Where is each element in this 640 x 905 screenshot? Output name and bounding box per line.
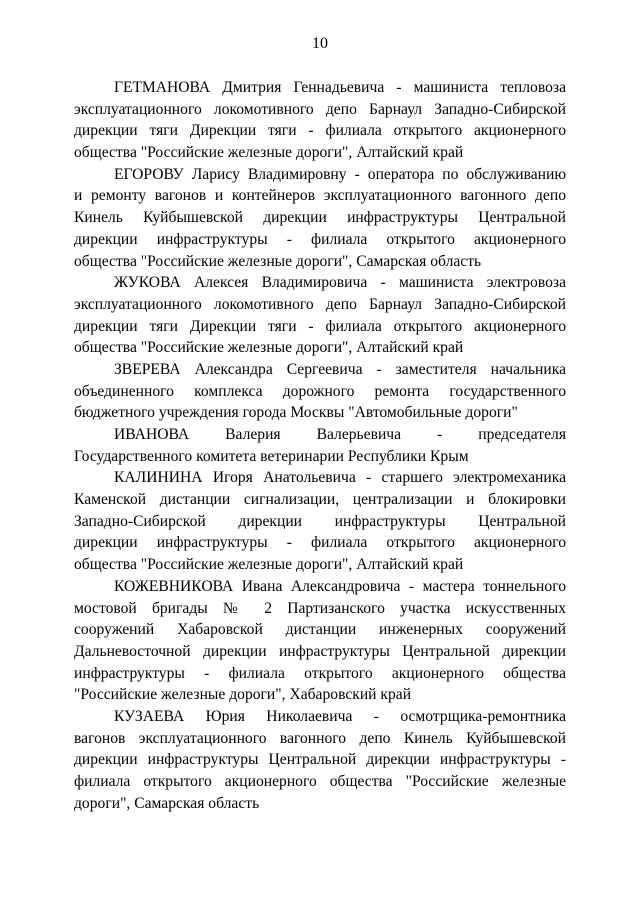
text-line: и ремонту вагонов и контейнеров эксплуатационного вагонного депо <box>74 187 566 205</box>
text-line: дирекции инфраструктуры - филиала открытого акционерного <box>74 230 566 248</box>
text-line: КУЗАЕВА Юрия Николаевича - осмотрщика-ремонтника <box>114 707 566 725</box>
award-paragraph <box>74 77 566 164</box>
text-line: КАЛИНИНА Игоря Анатольевича - старшего электромеханика <box>114 469 566 487</box>
text-line: ЖУКОВА Алексея Владимировича - машиниста электровоза <box>114 274 566 292</box>
text-line: инфраструктуры - филиала открытого акционерного общества <box>74 664 566 682</box>
text-line: Каменской дистанции сигнализации, централизации и блокировки <box>74 491 566 509</box>
award-paragraph <box>74 706 566 814</box>
text-line: эксплуатационного локомотивного депо Барнаул Западно-Сибирской <box>74 100 566 118</box>
text-line: ЕГОРОВУ Ларису Владимировну - оператора по обслуживанию <box>114 165 566 183</box>
text-line: дороги", Самарская область <box>74 794 260 812</box>
text-line: дирекции тяги Дирекции тяги - филиала открытого акционерного <box>74 317 566 335</box>
text-line: эксплуатационного локомотивного депо Барнаул Западно-Сибирской <box>74 295 566 313</box>
text-line: дирекции инфраструктуры Центральной дирекции инфраструктуры - <box>74 751 566 769</box>
text-line: общества "Российские железные дороги", Алтайский край <box>74 339 464 357</box>
text-line: объединенного комплекса дорожного ремонта государственного <box>74 382 566 400</box>
text-line: общества "Российские железные дороги", Алтайский край <box>74 556 464 574</box>
award-paragraph <box>74 272 566 359</box>
text-line: общества "Российские железные дороги", Самарская область <box>74 252 482 270</box>
text-line: филиала открытого акционерного общества "Российские железные <box>74 773 566 790</box>
text-line: бюджетного учреждения города Москвы "Автомобильные дороги" <box>74 404 518 422</box>
text-line: сооружений Хабаровской дистанции инженерных сооружений <box>74 621 566 639</box>
text-line: общества "Российские железные дороги", Алтайский край <box>74 144 464 162</box>
text-line: дирекции инфраструктуры - филиала открытого акционерного <box>74 534 566 552</box>
award-paragraph <box>74 164 566 272</box>
document-body <box>74 77 566 814</box>
award-paragraph <box>74 424 566 467</box>
text-line: Западно-Сибирской дирекции инфраструктуры Центральной <box>74 512 566 530</box>
award-paragraph <box>74 576 566 706</box>
text-line: "Российские железные дороги", Хабаровский край <box>74 686 412 704</box>
page-number: 10 <box>312 35 328 52</box>
text-line: ГЕТМАНОВА Дмитрия Геннадьевича - машиниста тепловоза <box>114 79 566 96</box>
award-paragraph <box>74 359 566 424</box>
text-line: ИВАНОВА Валерия Валерьевича - председателя <box>114 426 566 443</box>
text-line: мостовой бригады № 2 Партизанского участка искусственных <box>74 599 566 617</box>
text-line: Государственного комитета ветеринарии Республики Крым <box>74 447 469 465</box>
text-line: Дальневосточной дирекции инфраструктуры Центральной дирекции <box>74 642 566 660</box>
text-line: ЗВЕРЕВА Александра Сергеевича - заместителя начальника <box>114 360 566 378</box>
award-paragraph <box>74 467 566 575</box>
text-line: дирекции тяги Дирекции тяги - филиала открытого акционерного <box>74 122 566 140</box>
text-line: вагонов эксплуатационного вагонного депо Кинель Куйбышевской <box>74 729 566 747</box>
text-line: КОЖЕВНИКОВА Ивана Александровича - мастера тоннельного <box>114 577 566 595</box>
text-line: Кинель Куйбышевской дирекции инфраструктуры Центральной <box>74 209 566 227</box>
